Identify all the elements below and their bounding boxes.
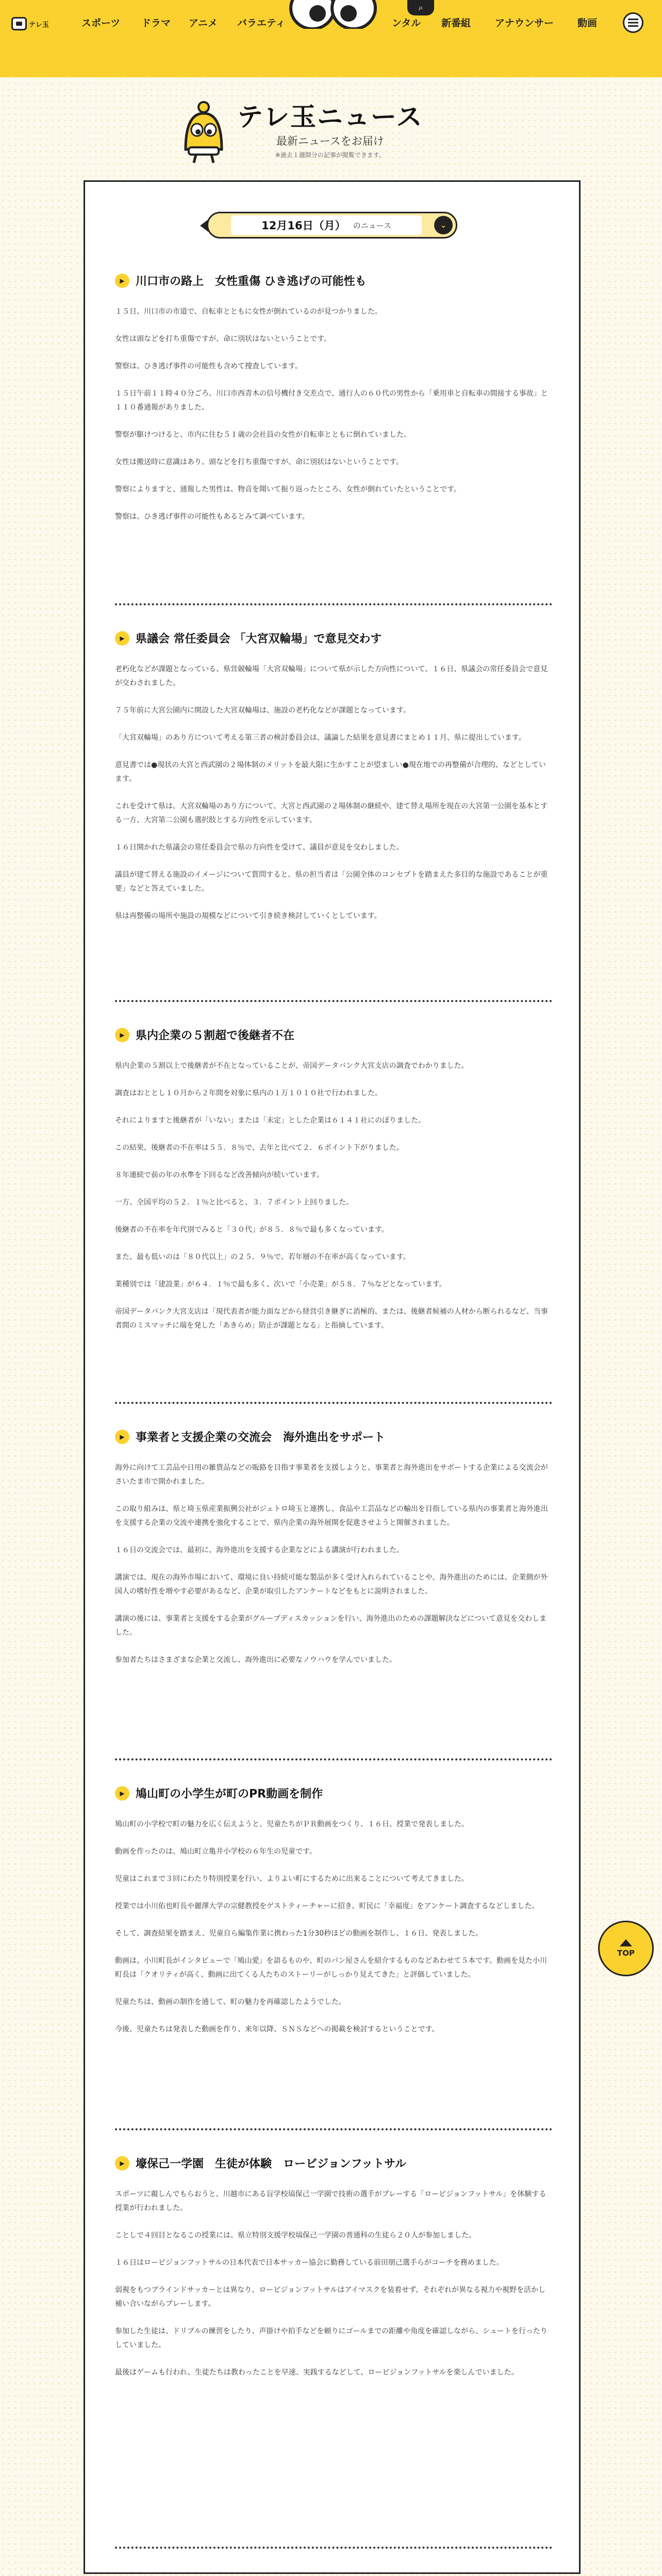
news-article (115, 1785, 552, 2050)
page-subtitle: 最新ニュースをお届け (276, 135, 384, 147)
news-article (115, 273, 552, 537)
article-paragraph: １６日はロービジョンフットサルの日本代表で日本サッカー協会に勤務している前田朋己選手らがコーチを務めました。 (115, 2259, 504, 2267)
article-paragraph: 一方、全国平均の５２．１％と比べると、３．７ポイント上回りました。 (115, 1198, 353, 1207)
article-paragraph: 児童はこれまで３回にわたり特別授業を行い、よりよい町にするために出来ることについて考えてきました。 (115, 1875, 469, 1883)
article-paragraph: 動画は、小川町長がインタビューで「鳩山愛」を語るものや、町のパン屋さんを紹介するものなどあわせて５本です。動画を見た小川町長は「クオリティが高く、動画に出てくる人たちのストーリーがしっかり見えてきた」と評価していました。 (115, 1957, 548, 1979)
article-paragraph: 老朽化などが課題となっている、県営競輪場「大宮双輪場」について県が示した方向性について、１６日、県議会の常任委員会で意見が交わされました。 (115, 665, 548, 687)
article-paragraph: 授業では小川佑也町長や麗澤大学の宗健教授をゲストティーチャーに招き、町民に「幸福度」をアンケート調査するなどしました。 (115, 1902, 539, 1910)
site-logo-label: テレ玉 (29, 21, 49, 29)
article-paragraph: 警察は、ひき逃げ事件の可能性もあるとみて調べています。 (115, 513, 309, 521)
back-to-top-button[interactable] (598, 1921, 654, 1976)
article-paragraph: この結果、後継者の不在率は５５．８％で、去年と比べて２．６ポイント下がりました。 (115, 1144, 404, 1152)
news-article (115, 1027, 552, 1346)
page-title: テレ玉ニュース (237, 102, 423, 132)
nav-drama[interactable]: ドラマ (141, 18, 171, 29)
page-header (175, 98, 495, 165)
article-paragraph: １５日、川口市の市道で、自転車とともに女性が倒れているのが見つかりました。 (115, 308, 382, 316)
article-paragraph: 今後、児童たちは発表した動画を作り、来年以降、ＳＮＳなどへの掲載を検討するということです。 (115, 2025, 439, 2033)
article-paragraph: 県は再整備の場所や施設の規模などについて引き続き検討していくとしています。 (115, 912, 382, 920)
back-to-top-label: TOP (617, 1948, 635, 1958)
article-paragraph: ことしで４回目となるこの授業には、県立特別支援学校塙保己一学園の普通科の生徒ら２０人が参加しました。 (115, 2231, 476, 2240)
article-paragraph: 弱視をもつブラインドサッカーとは異なり、ロービジョンフットサルはアイマスクを装着せず、それぞれが異なる視力や視野を活かし補い合いながらプレーします。 (115, 2286, 545, 2308)
article-paragraph: 警察によりますと、通報した男性は、物音を聞いて振り返ったところ、女性が倒れていたということです。 (115, 485, 461, 494)
article-paragraph: 講演では、現在の海外市場において、環境に良い持続可能な製品が多く受け入れられていることや、海外進出のためには、企業側が外国人の嗜好性を増やす必要があるなど、企業が取引したアンケートなどをもとに説明されました。 (115, 1573, 548, 1596)
mascot-eyes-icon (287, 0, 379, 29)
bullet-arrow-icon: ▶ (115, 1028, 129, 1042)
article-paragraph: 調査はおととし１０月から２年間を対象に県内の１万１０１０社で行われました。 (115, 1089, 382, 1097)
article-paragraph: 女性は頭などを打ち重傷ですが、命に別状はないということです。 (115, 335, 331, 343)
article-paragraph: 動画を作ったのは、鳩山町立亀井小学校の６年生の児童です。 (115, 1848, 317, 1856)
article-paragraph: １５日午前１１時４０分ごろ、川口市西青木の信号機付き交差点で、通行人の６０代の男性から「乗用車と自転車の間接する事故」と１１０番通報がありました。 (115, 389, 548, 412)
article-divider (115, 603, 552, 605)
article-paragraph: 鳩山町の小学校で町の魅力を広く伝えようと、児童たちがＰＲ動画をつくり、１６日、授業で発表しました。 (115, 1820, 469, 1828)
tv-icon (11, 17, 27, 30)
article-paragraph: １６日の交流会では、最初に、海外進出を支援する企業などによる講演が行われました。 (115, 1546, 404, 1554)
news-article (115, 1429, 552, 1681)
news-article (115, 630, 552, 937)
article-divider (115, 2128, 552, 2130)
selected-date: 12月16日（月） (261, 219, 346, 232)
news-card (84, 180, 581, 2574)
article-divider (115, 1758, 552, 1760)
article-paragraph: ７５年前に大宮公園内に開設した大宮双輪場は、施設の老朽化などが課題となっています。 (115, 706, 410, 715)
article-paragraph: 児童たちは、動画の制作を通して、町の魅力を再確認したようでした。 (115, 1998, 346, 2006)
bullet-arrow-icon: ▶ (115, 274, 129, 288)
chevron-down-icon[interactable]: ⌄ (434, 216, 453, 234)
article-paragraph: 女性は搬送時に意識はあり、頭などを打ち重傷ですが、命に別状はないということです。 (115, 458, 403, 466)
header-zigzag-edge (0, 62, 662, 77)
bullet-arrow-icon: ▶ (115, 2156, 129, 2171)
article-paragraph: 参加した生徒は、ドリブルの練習をしたり、声掛けや拍手などを頼りにゴールまでの距離や角度を確認しながら、シュートを行ったりしていました。 (115, 2327, 548, 2349)
article-paragraph: ８年連続で前の年の水準を下回るなど改善傾向が続いています。 (115, 1171, 324, 1179)
article-title[interactable] (115, 630, 552, 646)
article-paragraph: 県内企業の５割以上で後継者が不在となっていることが、帝国データバンク大宮支店の調査でわかりました。 (115, 1062, 469, 1070)
article-paragraph: これを受けて県は、大宮双輪場のあり方について、大宮と西武園の２場体制の継続や、建て替え場所を現在の大宮第一公園を基本とする一方、大宮第二公園も選択肢とする方向性を示しています。 (115, 802, 548, 824)
article-title[interactable] (115, 273, 552, 289)
article-paragraph: 海外に向けて工芸品や日用の雑貨品などの販路を目指す事業者を支援しようと、事業者と海外進出をサポートする企業による交流会がさいたま市で開かれました。 (115, 1464, 548, 1486)
pencil-tip-icon (200, 219, 208, 232)
search-icon[interactable]: ⌕ (407, 0, 434, 15)
article-title[interactable] (115, 2155, 552, 2171)
arrow-up-icon (620, 1939, 632, 1946)
article-paragraph: 警察は、ひき逃げ事件の可能性も含めて捜査しています。 (115, 362, 302, 370)
article-title-text: 川口市の路上 女性重傷 ひき逃げの可能性も (136, 275, 367, 288)
article-paragraph: 講演の後には、事業者と支援をする企業がグループディスカッションを行い、海外進出のための課題解決などについて意見を交わしました。 (115, 1615, 547, 1637)
article-title[interactable] (115, 1785, 552, 1801)
nav-anime[interactable]: アニメ (189, 18, 218, 29)
article-divider (115, 1402, 552, 1404)
article-paragraph: 後継者の不在率を年代別でみると「３０代」が８５．８％で最も多くなっています。 (115, 1226, 389, 1234)
article-paragraph: それによりますと後継者が「いない」または「未定」とした企業は６１４１社にのぼりました。 (115, 1116, 425, 1125)
article-paragraph: 議員が建て替える施設のイメージについて質問すると、県の担当者は「公園全体のコンセプトを踏まえた多目的な施設であることが重要」などと答えていました。 (115, 871, 548, 893)
article-paragraph: 意見書では●現状の大宮と西武園の２場体制のメリットを最大限に生かすことが望ましい●現在地での再整備が合理的、などとしています。 (115, 761, 546, 783)
nav-videos[interactable]: 動画 (577, 18, 598, 29)
nav-announcers[interactable]: アナウンサー (495, 18, 554, 29)
nav-rental[interactable]: ンタル (392, 18, 421, 29)
article-title[interactable] (115, 1429, 552, 1445)
article-title-text: 事業者と支援企業の交流会 海外進出をサポート (136, 1431, 386, 1444)
article-title-text: 鳩山町の小学生が町のPR動画を制作 (136, 1788, 323, 1801)
nav-new-programs[interactable]: 新番組 (441, 18, 471, 29)
bullet-arrow-icon: ▶ (115, 631, 129, 646)
article-paragraph: スポーツに親しんでもらおうと、川越市にある盲学校塙保己一学園で技術の選手がプレーする「ロービジョンフットサル」を体験する授業が行われました。 (115, 2190, 547, 2212)
nav-sports[interactable]: スポーツ (81, 18, 121, 29)
article-paragraph: 「大宮双輪場」のあり方について考える第三者の検討委員会は、議論した結果を意見書にまとめ１１月、県に提出しています。 (115, 734, 526, 742)
article-title-text: 壕保己一学園 生徒が体験 ロービジョンフットサル (136, 2158, 406, 2171)
article-title[interactable] (115, 1027, 552, 1043)
bullet-arrow-icon: ▶ (115, 1786, 129, 1801)
nav-variety[interactable]: バラエティ (237, 18, 286, 29)
mascot-icon (175, 98, 232, 165)
hamburger-icon (628, 19, 638, 27)
date-suffix: のニュース (353, 221, 391, 230)
article-paragraph: １６日開かれた県議会の常任委員会で県の方向性を受けて、議員が意見を交わしました。 (115, 843, 404, 852)
article-paragraph: 最後はゲームも行われ、生徒たちは教わったことを早速、実践するなどして、ロービジョンフットサルを楽しんでいました。 (115, 2368, 519, 2377)
article-title-text: 県議会 常任委員会 「大宮双輪場」で意見交わす (136, 633, 382, 646)
date-selector[interactable] (207, 212, 457, 239)
page-note: ※過去１週間分の記事が閲覧できます。 (275, 151, 385, 159)
article-paragraph: また、最も低いのは「８０代以上」の２５．９％で、若年層の不在率が高くなっています。 (115, 1253, 410, 1261)
article-paragraph: 帝国データバンク大宮支店は「現代表者が能力面などから経営引き継ぎに消極的、または、後継者候補の人材から断られるなど、当事者間のミスマッチに端を発した「あきらめ」防止が課題となる」と指摘しています。 (115, 1308, 548, 1330)
site-logo[interactable] (11, 11, 57, 36)
article-paragraph: そして、調査結果を踏まえ、児童自ら編集作業に携わった1分30秒ほどの動画を制作し、１６日、発表しました。 (115, 1929, 483, 1938)
menu-button[interactable] (623, 12, 643, 33)
article-divider (115, 2547, 552, 2549)
news-article (115, 2155, 552, 2393)
article-paragraph: この取り組みは、県と埼玉県産業振興公社がジェトロ埼玉と連携し、食品や工芸品などの輸出を目指している県内の事業者と海外進出を支援する企業の交流や連携を強化することで、県内企業の海外展開を促進させようと開催されました。 (115, 1505, 548, 1527)
article-paragraph: 業種別では「建設業」が６４．１％で最も多く、次いで「小売業」が５８．７％などとなっています。 (115, 1280, 446, 1289)
article-paragraph: 参加者たちはさまざまな企業と交流し、海外進出に必要なノウハウを学んでいました。 (115, 1656, 396, 1664)
bullet-arrow-icon: ▶ (115, 1430, 129, 1444)
article-paragraph: 警察が駆けつけると、市内に住む５１歳の会社員の女性が自転車とともに倒れていました。 (115, 431, 411, 439)
article-title-text: 県内企業の５割超で後継者不在 (136, 1029, 295, 1042)
article-divider (115, 1000, 552, 1002)
site-header (0, 0, 662, 77)
